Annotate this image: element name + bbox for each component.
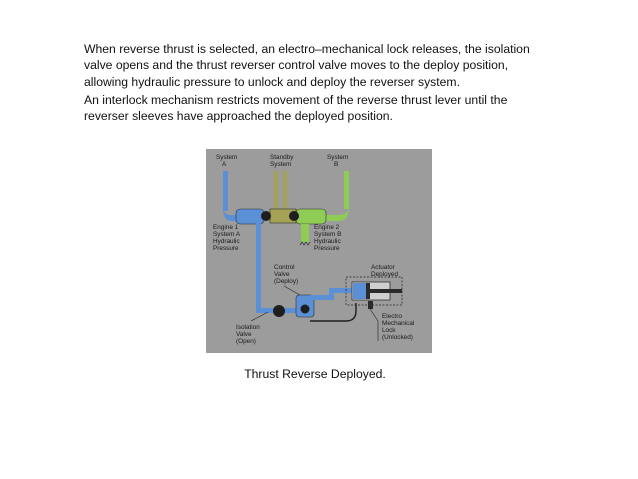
system-b-manifold [296,209,326,224]
control-valve-spool [301,305,310,314]
return-symbol [300,242,310,245]
standby-line-right [283,171,287,213]
label-control-valve: Control Valve (Deploy) [274,264,299,285]
isolation-valve-symbol [273,305,285,317]
check-valve-left [261,211,271,221]
actuator-pressure-chamber [353,283,367,299]
label-engine-1: Engine 1 System A Hydraulic Pressure [213,224,240,252]
isolation-valve-leader [251,312,268,321]
hydraulic-schematic [206,149,432,353]
label-system-a: System A [216,154,238,168]
system-a-line [223,171,228,211]
label-engine-2: Engine 2 System B Hydraulic Pressure [314,224,342,252]
standby-line-left [274,171,278,213]
system-b-drop [301,224,309,242]
deploy-line-3 [329,288,353,293]
paragraph-1: When reverse thrust is selected, an electro–mechanical lock releases, the isolation valve opens and the thrust reverser control valve moves to the deploy position, allowing hydraulic pressure to unlock and deploy the reverser system. [84,42,530,89]
actuator-rod [370,289,402,293]
return-line [310,303,356,321]
control-valve-leader [284,286,300,295]
label-isolation-valve: Isolation Valve (Open) [236,324,260,345]
paragraph-2: An interlock mechanism restricts movement of the reverse thrust lever until the reverser sleeves have approached the deployed position. [84,93,508,124]
lock-body [368,301,373,309]
figure-caption: Thrust Reverse Deployed. [244,367,386,381]
label-standby: Standby System [270,154,294,168]
actuator-piston [366,283,370,299]
label-actuator: Actuator Deployed [371,264,399,278]
label-system-b: System B [327,154,349,168]
pressure-line-down [256,221,261,313]
system-b-line [344,171,349,209]
label-lock: Electro Mechanical Lock (Unlocked) [382,313,415,341]
hydraulic-diagram [206,149,432,353]
lock-leader [370,309,378,341]
check-valve-right [289,211,299,221]
